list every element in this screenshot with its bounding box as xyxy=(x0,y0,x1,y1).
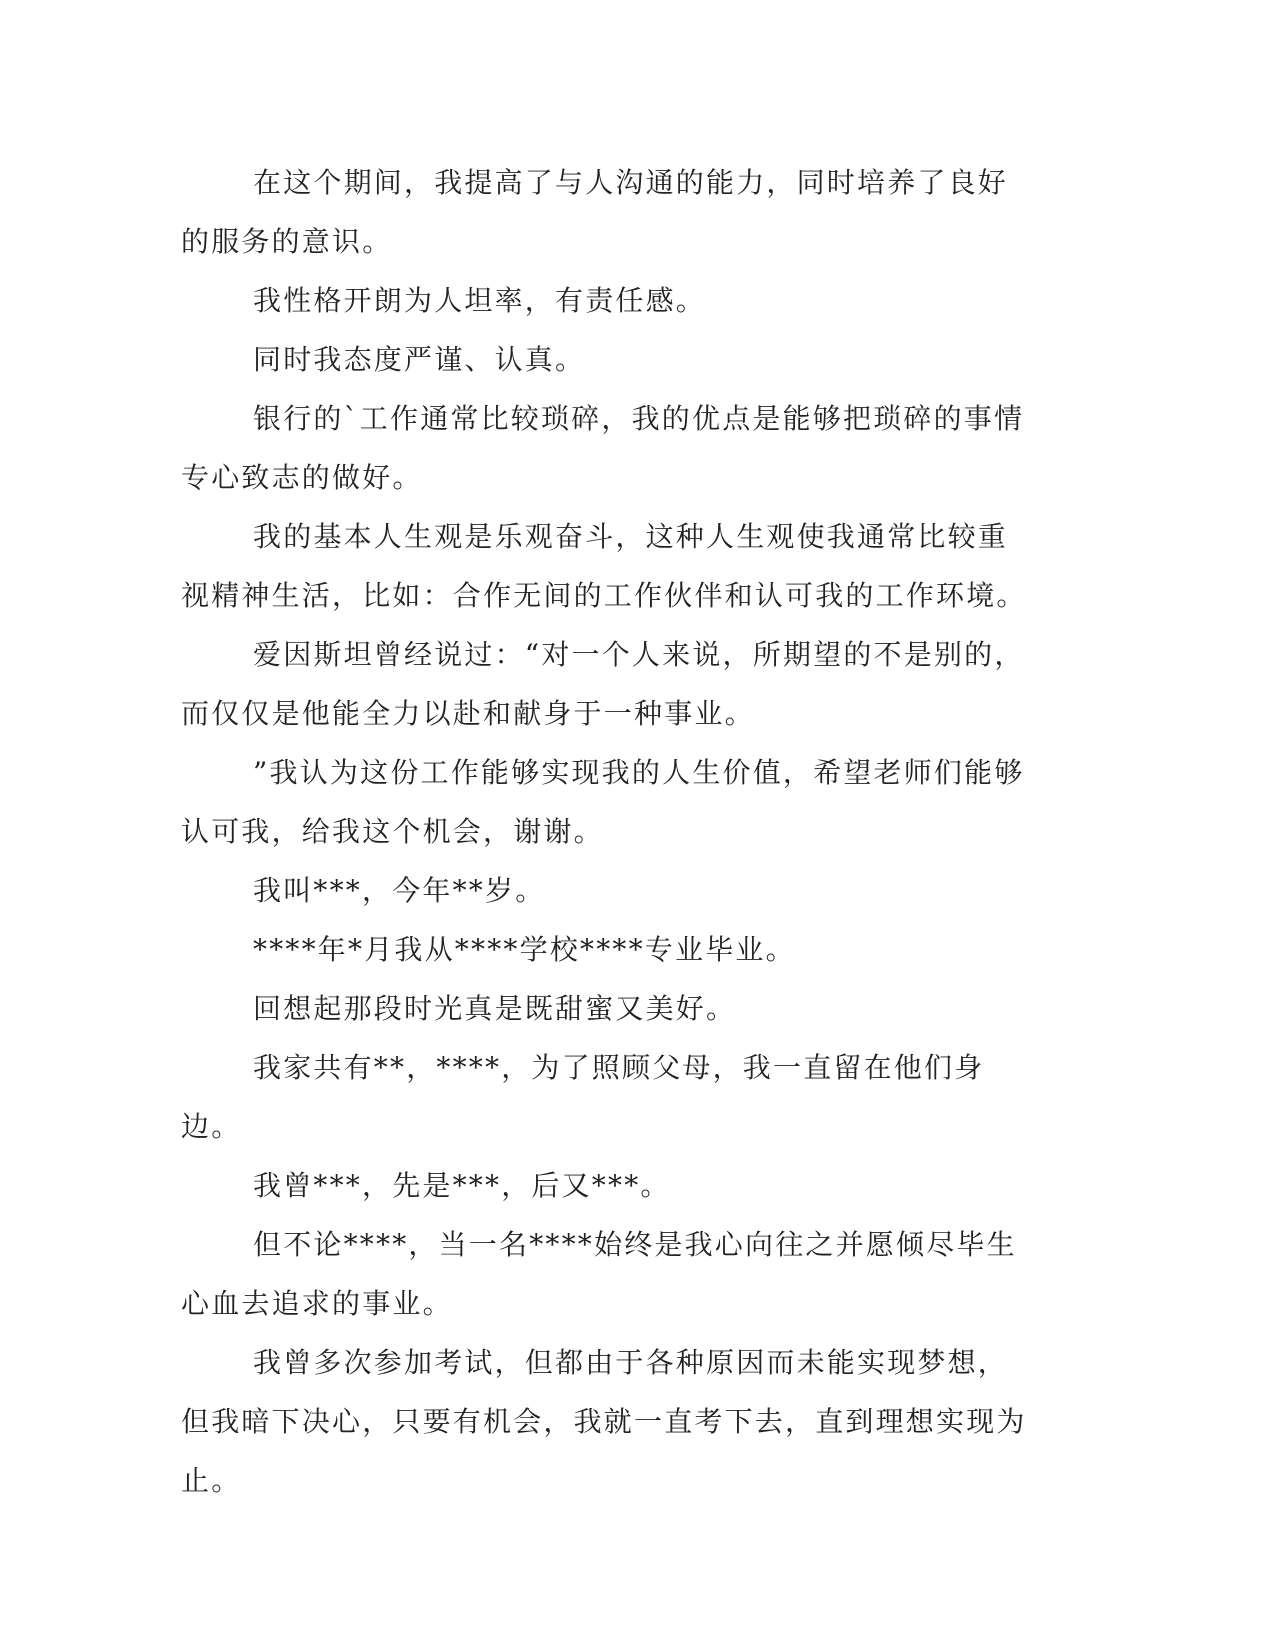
paragraph-14: 我曾多次参加考试，但都由于各种原因而未能实现梦想，但我暗下决心，只要有机会，我就一直考下去，直到理想实现为止。 xyxy=(181,1346,1027,1497)
paragraph-8: 我叫***，今年**岁。 xyxy=(253,874,546,907)
paragraph-6: 爱因斯坦曾经说过：“对一个人来说，所期望的不是别的，而仅仅是他能全力以赴和献身于一种事业。 xyxy=(181,638,1025,730)
document-body xyxy=(181,153,1029,1510)
paragraph-13: 但不论****，当一名****始终是我心向往之并愿倾尽毕生心血去追求的事业。 xyxy=(181,1228,1017,1320)
paragraph-11: 我家共有**，****，为了照顾父母，我一直留在他们身边。 xyxy=(181,1051,985,1143)
paragraph-2: 我性格开朗为人坦率，有责任感。 xyxy=(253,284,707,317)
paragraph-12: 我曾***，先是***，后又***。 xyxy=(253,1169,671,1202)
paragraph-5: 我的基本人生观是乐观奋斗，这种人生观使我通常比较重视精神生活，比如：合作无间的工作伙伴和认可我的工作环境。 xyxy=(181,520,1027,612)
paragraph-7: ”我认为这份工作能够实现我的人生价值，希望老师们能够认可我，给我这个机会，谢谢。 xyxy=(181,756,1025,848)
paragraph-1: 在这个期间，我提高了与人沟通的能力，同时培养了良好的服务的意识。 xyxy=(181,166,1009,258)
paragraph-9: ****年*月我从****学校****专业毕业。 xyxy=(253,933,796,966)
paragraph-4: 银行的`工作通常比较琐碎，我的优点是能够把琐碎的事情专心致志的做好。 xyxy=(181,402,1025,494)
paragraph-10: 回想起那段时光真是既甜蜜又美好。 xyxy=(253,992,737,1025)
paragraph-3: 同时我态度严谨、认真。 xyxy=(253,343,586,376)
